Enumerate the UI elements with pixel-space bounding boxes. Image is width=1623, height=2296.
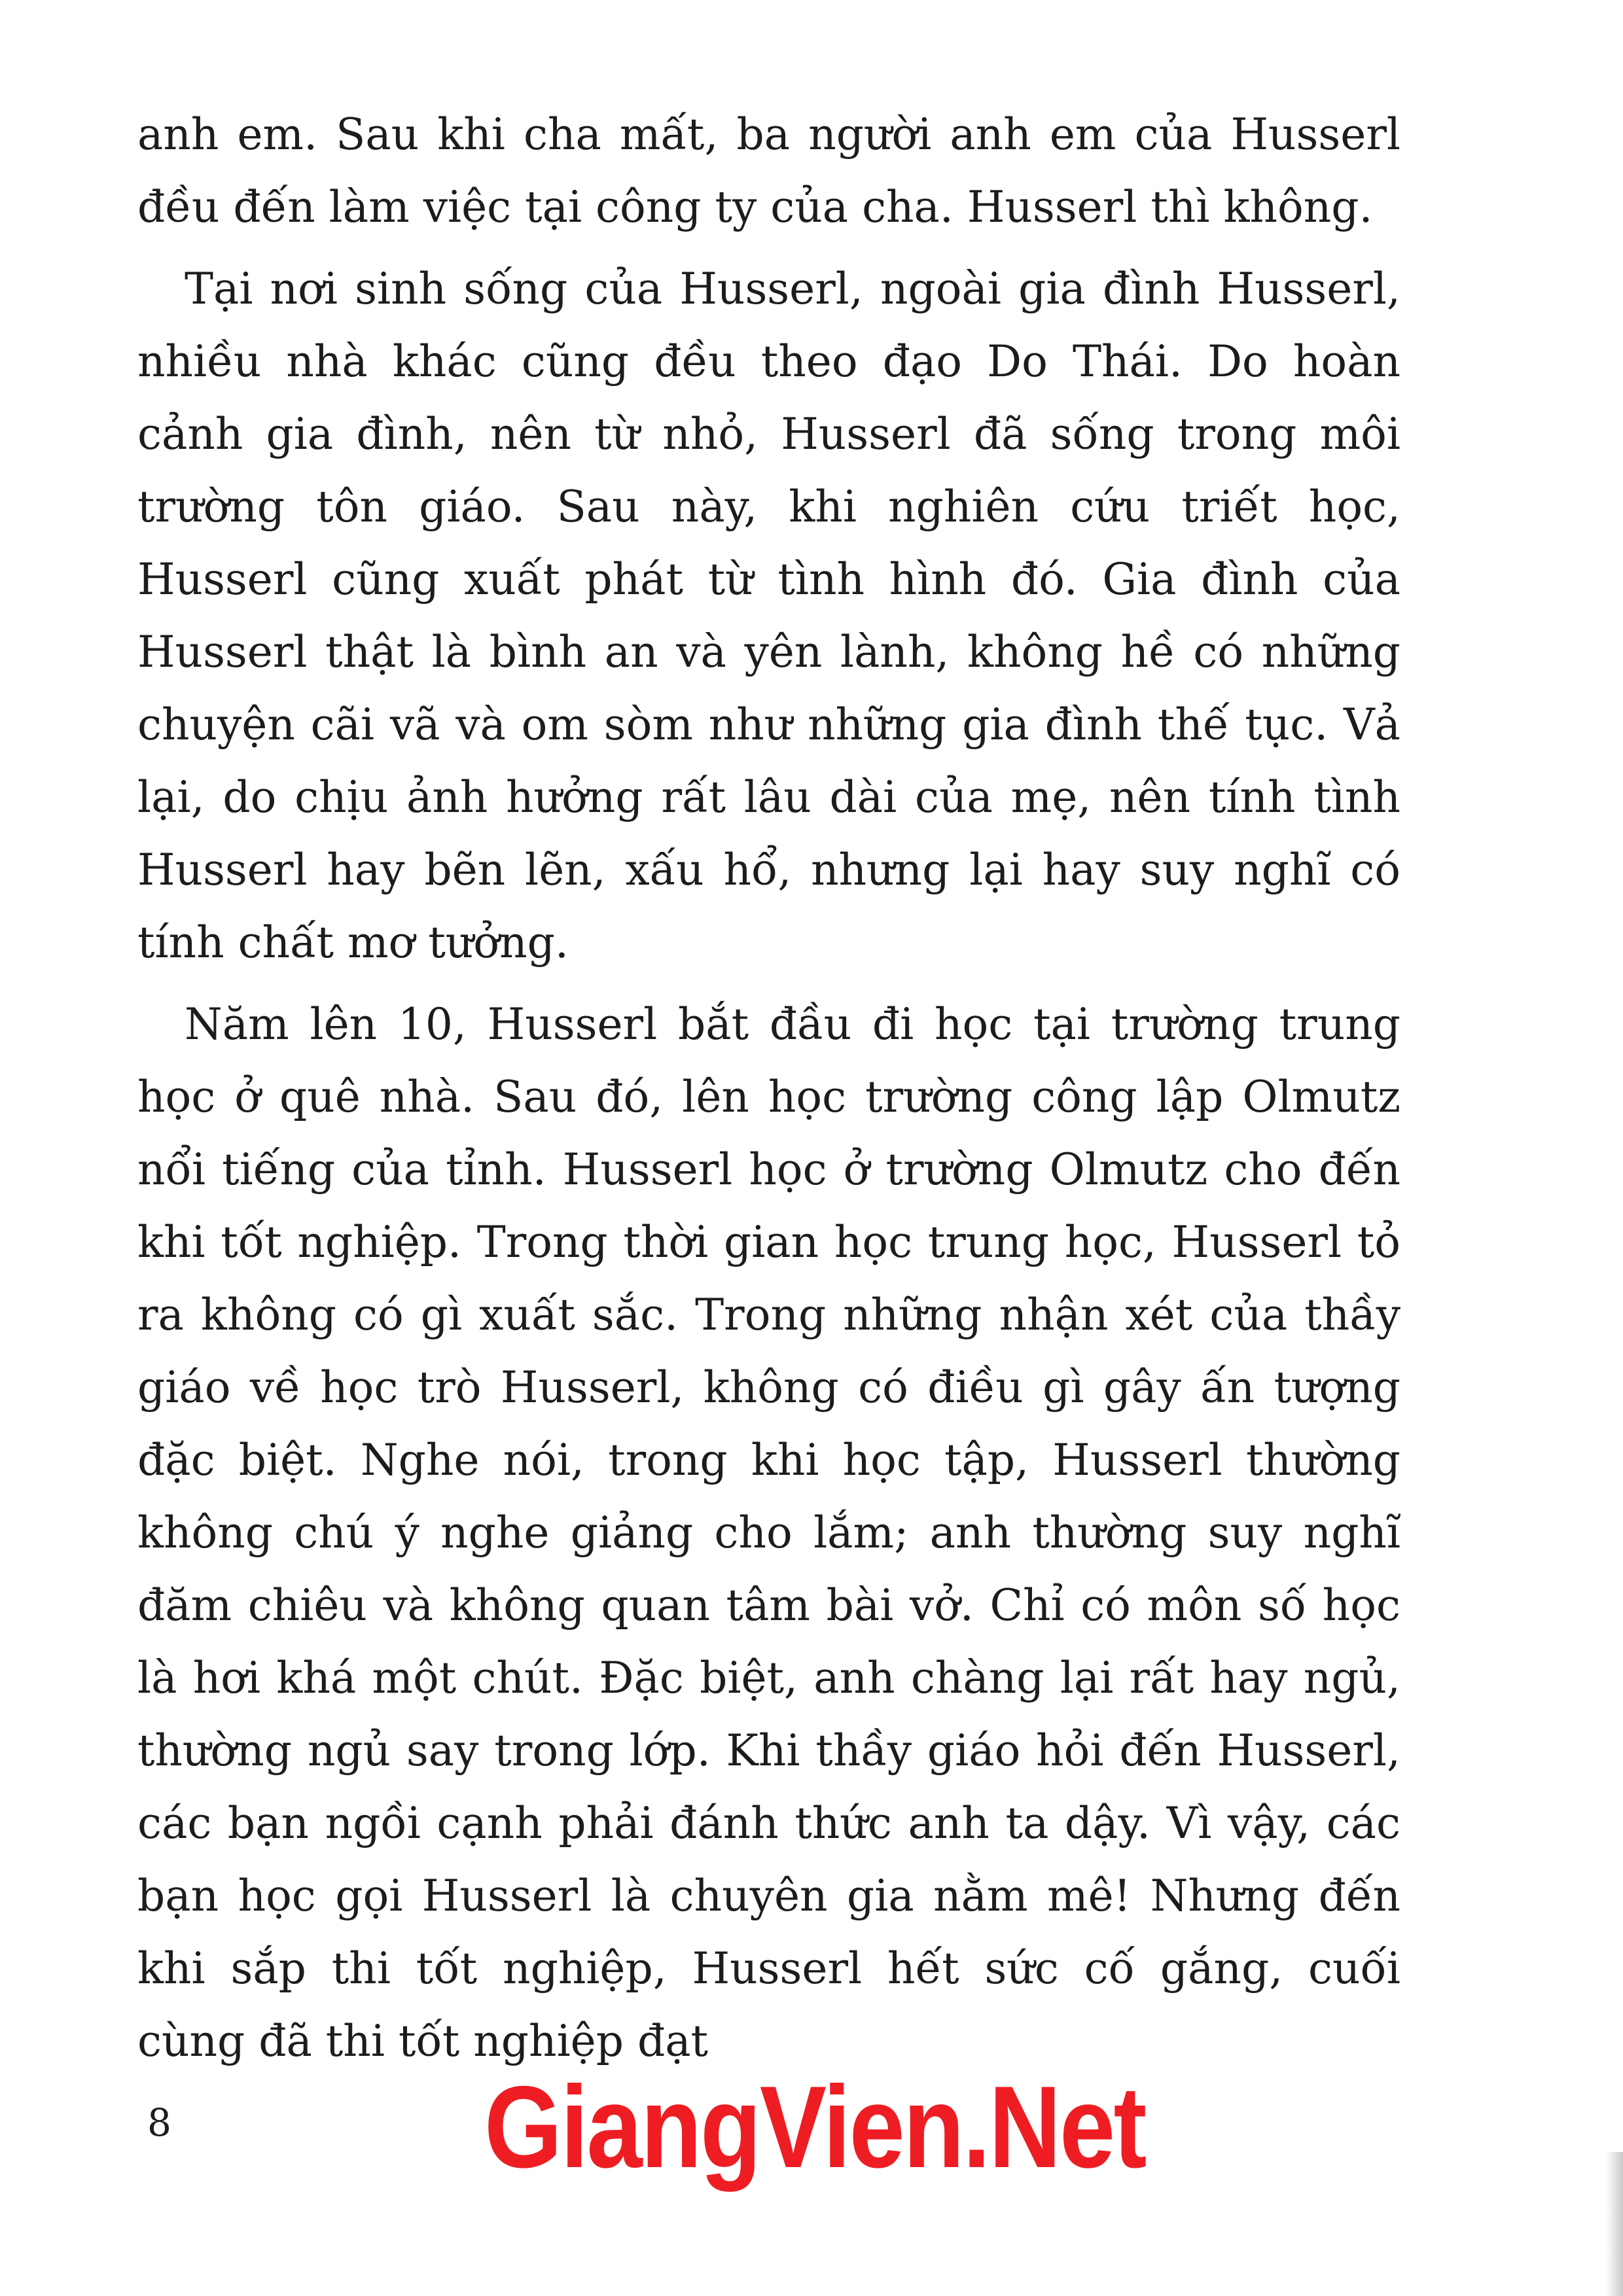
paragraph-schooling: Năm lên 10, Husserl bắt đầu đi học tại trường trung học ở quê nhà. Sau đó, lên học trường công lập Olmutz nổi tiếng của tỉnh. Husserl học ở trường Olmutz cho đến khi tốt nghiệp. Trong thời gian học trung học, Husserl tỏ ra không có gì xuất sắc. Trong những nhận xét của thầy giáo về học trò Husserl, không có điều gì gây ấn tượng đặc biệt. Nghe nói, trong khi học tập, Husserl thường không chú ý nghe giảng cho lắm; anh thường suy nghĩ đăm chiêu và không quan tâm bài vở. Chỉ có môn số học là hơi khá một chút. Đặc biệt, anh chàng lại rất hay ngủ, thường ngủ say trong lớp. Khi thầy giáo hỏi đến Husserl, các bạn ngồi cạnh phải đánh thức anh ta dậy. Vì vậy, các bạn học gọi Husserl là chuyên gia nằm mê! Nhưng đến khi sắp thi tốt nghiệp, Husserl hết sức cố gắng, cuối cùng đã thi tốt nghiệp đạt bbox=[137, 999, 1400, 2066]
scan-edge-shadow bbox=[1606, 2152, 1623, 2296]
body-text bbox=[137, 98, 1400, 2077]
watermark-logo: GiangVien.Net bbox=[484, 2062, 1145, 2192]
paragraph-birthplace: Tại nơi sinh sống của Husserl, ngoài gia đình Husserl, nhiều nhà khác cũng đều theo đạo Do Thái. Do hoàn cảnh gia đình, nên từ nhỏ, Husserl đã sống trong môi trường tôn giáo. Sau này, khi nghiên cứu triết học, Husserl cũng xuất phát từ tình hình đó. Gia đình của Husserl thật là bình an và yên lành, không hề có những chuyện cãi vã và om sòm như những gia đình thế tục. Vả lại, do chịu ảnh hưởng rất lâu dài của mẹ, nên tính tình Husserl hay bẽn lẽn, xấu hổ, nhưng lại hay suy nghĩ có tính chất mơ tưởng. bbox=[137, 264, 1400, 968]
paragraph-continuation: anh em. Sau khi cha mất, ba người anh em của Husserl đều đến làm việc tại công ty của cha. Husserl thì không. bbox=[137, 109, 1400, 232]
page-number: 8 bbox=[147, 2100, 171, 2145]
